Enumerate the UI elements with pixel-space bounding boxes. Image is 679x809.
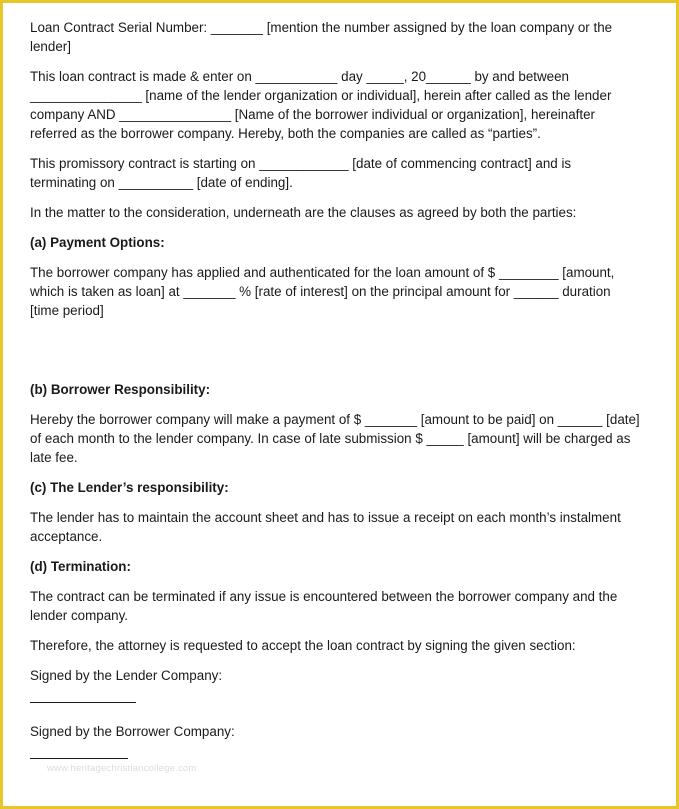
lender-signature-line[interactable]: [30, 702, 136, 703]
serial-number-line: Loan Contract Serial Number: _______ [mention the number assigned by the loan company or the lender]: [30, 20, 613, 54]
section-a-heading: (a) Payment Options:: [30, 235, 165, 250]
section-c-heading: (c) The Lender’s responsibility:: [30, 480, 229, 495]
signed-lender-label: Signed by the Lender Company:: [30, 668, 223, 683]
watermark-text: www.heritagechristiancollege.com: [47, 763, 197, 774]
section-b-heading: (b) Borrower Responsibility:: [30, 382, 211, 397]
consideration-paragraph: In the matter to the consideration, underneath are the clauses as agreed by both the parties:: [30, 205, 577, 220]
borrower-signature-line[interactable]: [30, 758, 128, 759]
document-body: [30, 18, 640, 759]
promissory-paragraph: This promissory contract is starting on ____________ [date of commencing contract] and is terminating on __________ [date of ending].: [30, 156, 572, 190]
section-d-text: The contract can be terminated if any issue is encountered between the borrower company and the lender company.: [30, 589, 618, 623]
attorney-paragraph: Therefore, the attorney is requested to accept the loan contract by signing the given section:: [30, 638, 576, 653]
section-c-text: The lender has to maintain the account sheet and has to issue a receipt on each month’s instalment acceptance.: [30, 510, 621, 544]
intro-paragraph: This loan contract is made & enter on ___________ day _____, 20______ by and between _______________ [name of the lender organization or individual], herein after called as the lender company AND _______________ [Name of the borrower individual or organization], hereinafter referred as the borrower company. Hereby, both the companies are called as “parties”.: [30, 69, 612, 141]
section-a-text: The borrower company has applied and authenticated for the loan amount of $ ________ [amount, which is taken as loan] at _______ % [rate of interest] on the principal amount for ______ duration [time period]: [30, 265, 615, 318]
section-d-heading: (d) Termination:: [30, 559, 131, 574]
section-b-text: Hereby the borrower company will make a payment of $ _______ [amount to be paid] on ______ [date] of each month to the lender company. In case of late submission $ _____ [amount] will be charged as late fee.: [30, 412, 640, 465]
signed-borrower-label: Signed by the Borrower Company:: [30, 724, 235, 739]
